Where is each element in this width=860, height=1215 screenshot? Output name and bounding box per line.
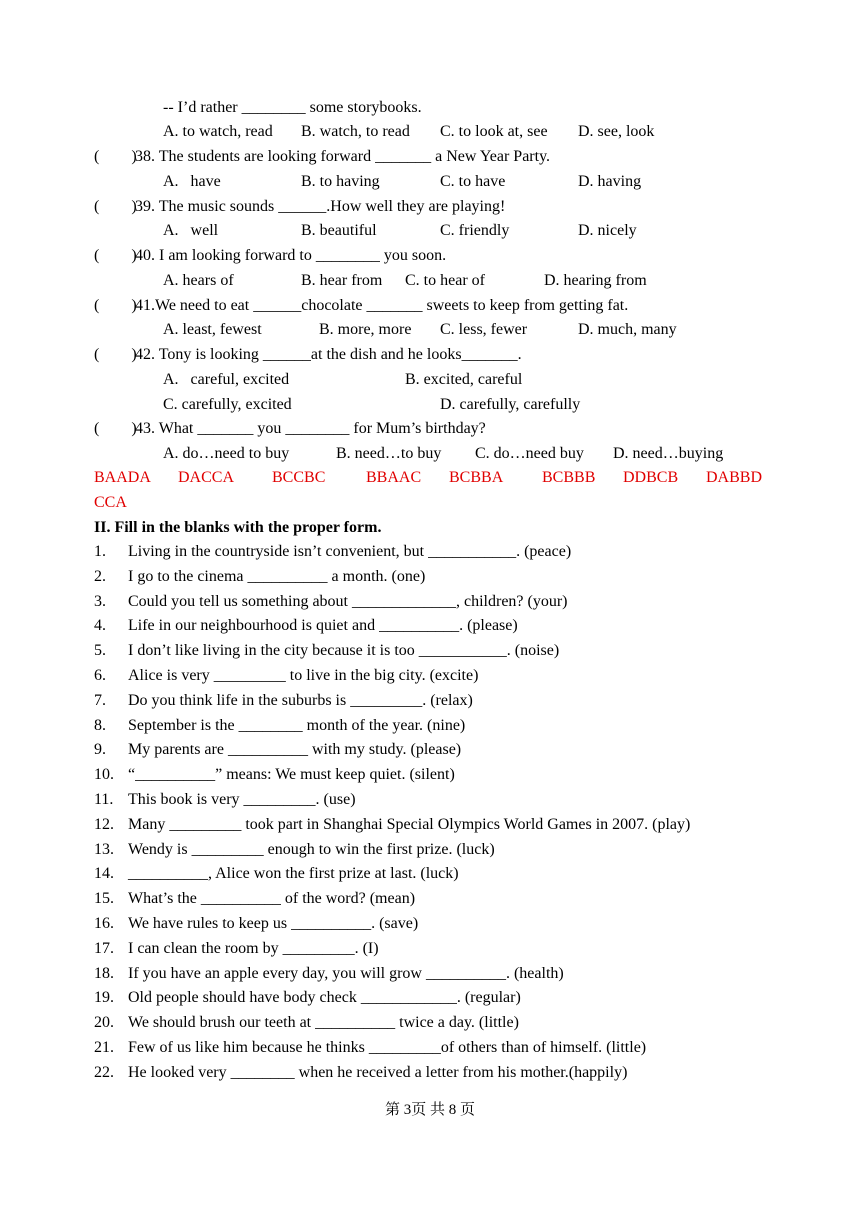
answer-key-group: BAADA [94,469,151,486]
fill-item-text: We should brush our teeth at __________ twice a day. (little) [128,1014,519,1031]
fill-item-text: He looked very ________ when he received a letter from his mother.(happily) [128,1064,628,1081]
q38-option-a: A. have [163,173,221,190]
q40-option-b: B. hear from [301,272,383,289]
fill-item-text: Alice is very _________ to live in the big city. (excite) [128,667,479,684]
fill-item-text: Living in the countryside isn’t convenient, but ___________. (peace) [128,543,572,560]
q42-option-c: C. carefully, excited [163,396,292,413]
q40-option-a: A. hears of [163,272,234,289]
fill-item-number: 9. [94,741,106,758]
q42-option-b: B. excited, careful [405,371,523,388]
q43-bracket: ( ) [94,420,137,437]
fill-item-text: Do you think life in the suburbs is _________. (relax) [128,692,473,709]
q39-option-a: A. well [163,222,219,239]
answer-key-group: DDBCB [623,469,679,486]
section-title: II. Fill in the blanks with the proper form. [94,519,382,536]
fill-item-number: 18. [94,965,114,982]
fill-item-text: If you have an apple every day, you will grow __________. (health) [128,965,564,982]
fill-item-number: 21. [94,1039,114,1056]
q41-bracket: ( ) [94,297,137,314]
q43-option-b: B. need…to buy [336,445,442,462]
fill-item-number: 19. [94,989,114,1006]
fill-item-number: 15. [94,890,114,907]
fill-item-text: Few of us like him because he thinks _________of others than of himself. (little) [128,1039,647,1056]
fill-item-text: Life in our neighbourhood is quiet and __________. (please) [128,617,518,634]
q39-option-b: B. beautiful [301,222,377,239]
answer-key-group: CCA [94,494,127,511]
fill-item-text: My parents are __________ with my study. (please) [128,741,462,758]
q38-option-b: B. to having [301,173,380,190]
q40-option-c: C. to hear of [405,272,485,289]
fill-item-text: We have rules to keep us __________. (save) [128,915,419,932]
q41-option-a: A. least, fewest [163,321,262,338]
q37-option-a: A. to watch, read [163,123,273,140]
q38-option-d: D. having [578,173,642,190]
fill-item-number: 4. [94,617,106,634]
fill-item-number: 17. [94,940,114,957]
fill-item-number: 8. [94,717,106,734]
q39-option-c: C. friendly [440,222,510,239]
page-footer: 第 3页 共 8 页 [384,1102,475,1118]
fill-item-number: 1. [94,543,106,560]
fill-item-text: I don’t like living in the city because it is too ___________. (noise) [128,642,560,659]
fill-item-number: 12. [94,816,114,833]
q38-bracket: ( ) [94,148,137,165]
q40-text: 40. I am looking forward to ________ you soon. [135,247,447,264]
q42-option-d: D. carefully, carefully [440,396,581,413]
fill-item-text: Could you tell us something about _____________, children? (your) [128,593,568,610]
answer-key-group: BCBBB [542,469,596,486]
q38-option-c: C. to have [440,173,506,190]
fill-item-text: Many _________ took part in Shanghai Special Olympics World Games in 2007. (play) [128,816,691,833]
q37-option-c: C. to look at, see [440,123,548,140]
q41-option-b: B. more, more [319,321,412,338]
fill-item-number: 2. [94,568,106,585]
q37-option-b: B. watch, to read [301,123,410,140]
fill-item-number: 13. [94,841,114,858]
fill-item-number: 3. [94,593,106,610]
fill-item-number: 14. [94,865,114,882]
fill-item-text: I can clean the room by _________. (I) [128,940,379,957]
q41-option-c: C. less, fewer [440,321,528,338]
fill-item-number: 5. [94,642,106,659]
q43-option-d: D. need…buying [613,445,724,462]
q39-option-d: D. nicely [578,222,637,239]
fill-item-number: 22. [94,1064,114,1081]
q37-prompt: -- I’d rather ________ some storybooks. [163,99,422,116]
fill-item-text: September is the ________ month of the year. (nine) [128,717,466,734]
fill-item-text: “__________” means: We must keep quiet. (silent) [128,766,455,783]
fill-item-text: What’s the __________ of the word? (mean) [128,890,416,907]
q42-bracket: ( ) [94,346,137,363]
fill-item-text: Old people should have body check ____________. (regular) [128,989,521,1006]
answer-key-group: DABBD [706,469,763,486]
answer-key-group: BCBBA [449,469,504,486]
fill-item-number: 6. [94,667,106,684]
q41-option-d: D. much, many [578,321,677,338]
q42-option-a: A. careful, excited [163,371,290,388]
answer-key-group: BBAAC [366,469,422,486]
q39-text: 39. The music sounds ______.How well they are playing! [135,198,506,215]
q37-option-d: D. see, look [578,123,655,140]
q43-option-c: C. do…need buy [475,445,584,462]
q39-bracket: ( ) [94,198,137,215]
fill-item-number: 7. [94,692,106,709]
fill-item-text: I go to the cinema __________ a month. (one) [128,568,426,585]
q38-text: 38. The students are looking forward _______ a New Year Party. [135,148,551,165]
q43-option-a: A. do…need to buy [163,445,290,462]
answer-key-group: DACCA [178,469,235,486]
fill-item-number: 10. [94,766,114,783]
fill-item-text: This book is very _________. (use) [128,791,356,808]
fill-item-number: 11. [94,791,114,808]
q42-text: 42. Tony is looking ______at the dish and he looks_______. [135,346,522,363]
answer-key-group: BCCBC [272,469,326,486]
fill-item-number: 20. [94,1014,114,1031]
q40-option-d: D. hearing from [544,272,647,289]
fill-item-text: __________, Alice won the first prize at last. (luck) [128,865,459,882]
fill-item-text: Wendy is _________ enough to win the first prize. (luck) [128,841,495,858]
q40-bracket: ( ) [94,247,137,264]
fill-item-number: 16. [94,915,114,932]
q41-text: 41.We need to eat ______chocolate _______ sweets to keep from getting fat. [135,297,629,314]
q43-text: 43. What _______ you ________ for Mum’s birthday? [135,420,486,437]
